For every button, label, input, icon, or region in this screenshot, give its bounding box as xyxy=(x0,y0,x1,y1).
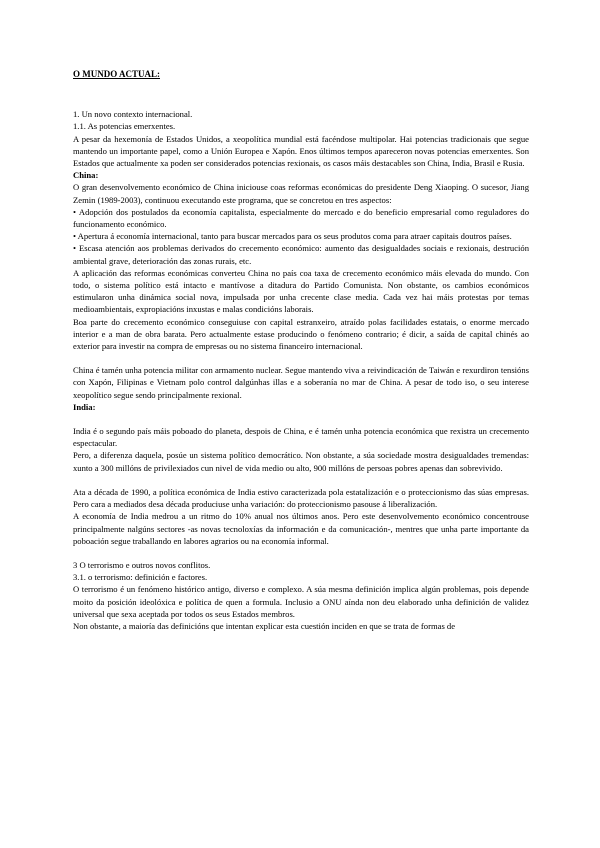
document-title: O MUNDO ACTUAL: xyxy=(73,69,160,79)
china-bullet-1: • Adopción dos postulados da economía capitalista, especialmente do mercado e do beneficio empresarial como reguladores do funcionamento económico. xyxy=(73,206,529,230)
section-1-heading: 1. Un novo contexto internacional. xyxy=(73,109,193,120)
india-paragraph-3: Ata a década de 1990, a política económica de India estivo caracterizada pola estatalización e o proteccionismo das súas empresas. Pero cara a mediados desa década produciuse unha variación: do proteccionismo pasouse á liberalización. xyxy=(73,486,529,510)
china-heading: China: xyxy=(73,170,99,181)
china-bullet-2: • Apertura á economía internacional, tanto para buscar mercados para os seus produtos coma para atraer capitais doutros países. xyxy=(73,231,512,242)
india-paragraph-2: Pero, a diferenza daquela, posúe un sistema político democrático. Non obstante, a súa sociedade mostra desigualdades tremendas: xunto a 300 millóns de privilexiados cun nivel de vida medio ou alto, 900 millóns de persoas pobres apenas dan sobrevivido. xyxy=(73,450,529,473)
china-paragraph-3: Boa parte do crecemento económico conseguiuse con capital estranxeiro, atraído polas facilidades estatais, o enorme mercado interior e a man de obra barata. Pero actualmente estase producindo o fenómeno contrario; é dicir, a saída de capital chinés ao exterior para investir na compra de empresas ou no sistema financeiro internacional. xyxy=(73,316,529,352)
terrorism-paragraph-2: Non obstante, a maioría das definicións que intentan explicar esta cuestión inciden en que se trata de formas de xyxy=(73,620,456,631)
china-paragraph-2: A aplicación das reformas económicas converteu China no país coa taxa de crecemento económico máis elevada do mundo. Con todo, o sistema político está intacto e mantívose a ditadura do Partido Comunista. Non obstante, os cambios económicos estimularon unha dinámica social nova, impulsada por unha crecente clase media. Cada vez hai máis protestas por temas medioambientais, expropiacións inxustas e malas condicións laborais. xyxy=(73,267,529,315)
china-bullet-3: • Escasa atención aos problemas derivados do crecemento económico: aumento das desigualdades sociais e rexionais, destrución ambiental grave, deterioración das zonas rurais, etc. xyxy=(73,243,529,266)
document-page xyxy=(73,68,529,632)
india-paragraph-4: A economía de India medrou a un ritmo do 10% anual nos últimos anos. Pero este desenvolvemento económico concentrouse principalmente nalgúns sectores -as novas tecnoloxías da información e da comunicación-, mentres que unha parte importante da poboación segue traballando en labores agrarios ou na economía informal. xyxy=(73,511,529,546)
subsection-1-1-heading: 1.1. As potencias emerxentes. xyxy=(73,121,176,132)
subsection-3-1-heading: 3.1. o terrorismo: definición e factores. xyxy=(73,572,208,583)
china-paragraph-1: O gran desenvolvemento económico de China iniciouse coas reformas económicas do presidente Deng Xiaoping. O sucesor, Jiang Zemin (1989-2003), continuou executando este programa, que se concretou en tres aspectos: xyxy=(73,182,529,205)
intro-paragraph: A pesar da hexemonía de Estados Unidos, a xeopolítica mundial está facéndose multipolar. Hai potencias tradicionais que segue mantendo un importante papel, como a Unión Europea e Xapón. Enos últimos tempos apareceron novas potencias emerxentes. Son Estados que actualmente xa poden ser considerados potencias rexionais, os casos máis destacables son China, India, Brasil e Rusia. xyxy=(73,133,529,169)
china-paragraph-4: China é tamén unha potencia militar con armamento nuclear. Segue mantendo viva a reivindicación de Taiwán e rexurdiron tensións con Xapón, Filipinas e Vietnam polo control dalgúnhas illas e a soberanía no mar de China. A pesar de todo iso, o seu interese xeopolítico segue sendo principalmente rexional. xyxy=(73,365,529,400)
india-heading: India: xyxy=(73,401,96,412)
india-paragraph-1: India é o segundo país máis poboado do planeta, despois de China, e é tamén unha potencia económica que rexistra un crecemento espectacular. xyxy=(73,426,529,449)
section-3-heading: 3 O terrorismo e outros novos conflitos. xyxy=(73,559,211,570)
terrorism-paragraph-1: O terrorismo é un fenómeno histórico antigo, diverso e complexo. A súa mesma definición implica algún problemas, pois depende moito da posición ideolóxica e política de quen a formula. Inclusio a ONU aínda non deu elaborado unha definición de validez universal que sexa aceptada por todos os seus Estados membros. xyxy=(73,584,529,619)
